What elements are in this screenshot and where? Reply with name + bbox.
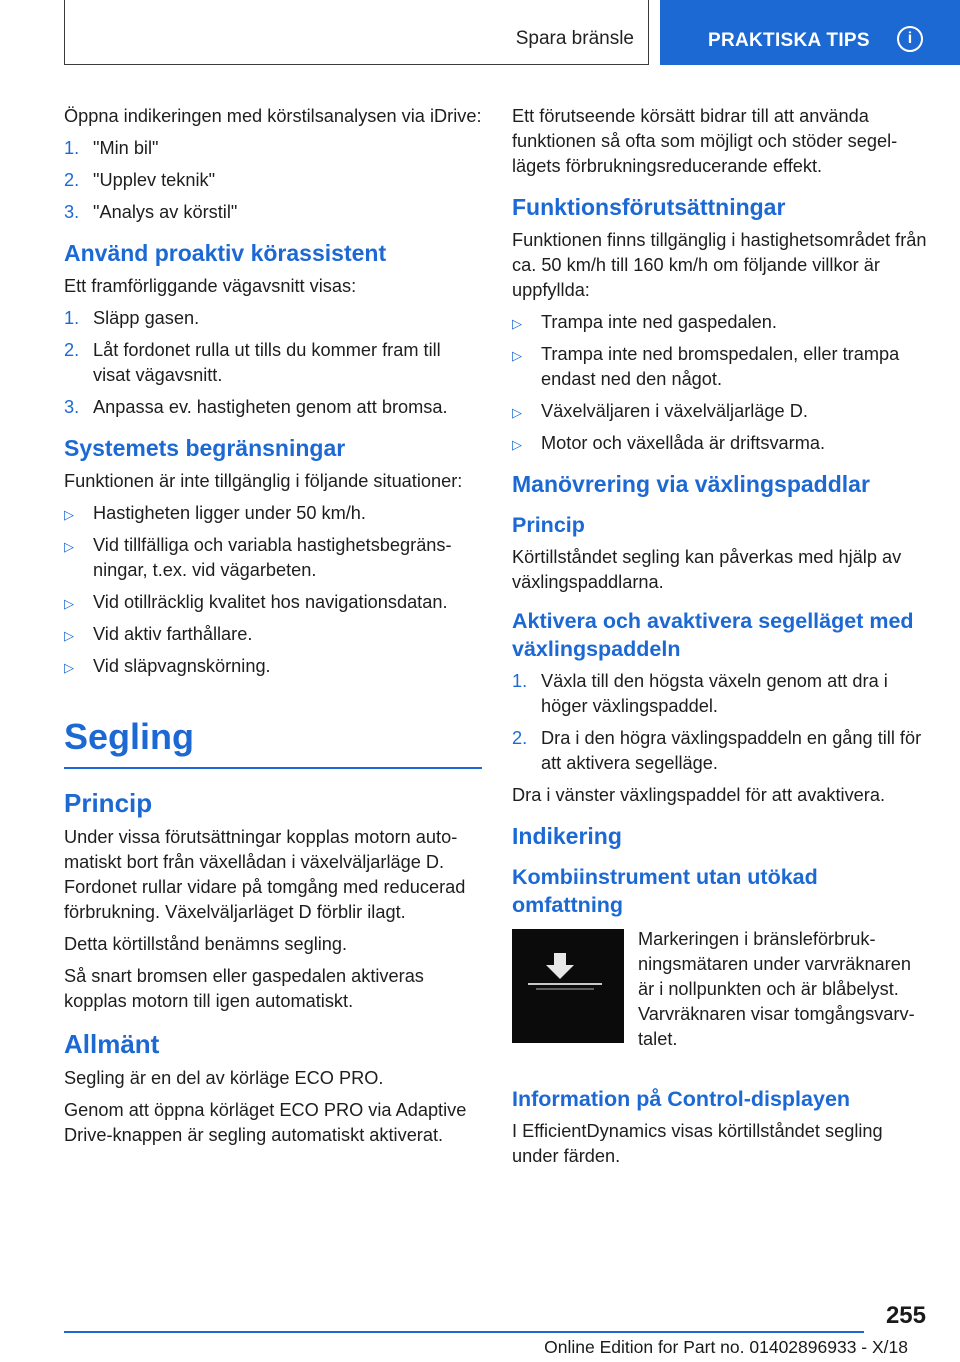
bullet-text: Motor och växellåda är driftsvarma. <box>541 433 826 453</box>
info-icon[interactable]: i <box>897 26 923 52</box>
bullet-text: Trampa inte ned gaspedalen. <box>541 312 777 332</box>
list-item <box>512 726 932 776</box>
triangle-bullet-icon: ▷ <box>64 596 74 611</box>
requirements-list <box>512 310 932 456</box>
triangle-bullet-icon: ▷ <box>512 405 522 420</box>
triangle-bullet-icon: ▷ <box>64 507 74 522</box>
bullet-text: Vid släpvagnskörning. <box>93 656 271 676</box>
triangle-bullet-icon: ▷ <box>512 316 522 331</box>
heading-system-limits: Systemets begränsningar <box>64 435 346 461</box>
step-text: "Analys av körstil" <box>93 202 238 222</box>
list-item <box>64 501 482 526</box>
step-number: 3. <box>64 397 80 417</box>
bullet-text: Vid tillfälliga och variabla hastighetsbegränsningar, t.ex. vid vägarbeten. <box>93 535 452 580</box>
list-item <box>64 168 482 193</box>
princip-paragraph-2: Detta körtillstånd benämns segling. <box>64 934 348 954</box>
step-number: 2. <box>64 340 80 360</box>
edition-text: Online Edition for Part no. 01402896933 - X/18 <box>544 1337 908 1357</box>
list-item <box>512 431 932 456</box>
step-text: "Upplev teknik" <box>93 170 216 190</box>
step-number: 1. <box>64 308 80 328</box>
list-item <box>64 622 482 647</box>
bullet-text: Växelväljaren i växelväljarläge D. <box>541 401 808 421</box>
triangle-bullet-icon: ▷ <box>64 660 74 675</box>
chapter-heading-segling: Segling <box>64 715 482 769</box>
step-number: 3. <box>64 202 80 222</box>
triangle-bullet-icon: ▷ <box>64 539 74 554</box>
triangle-bullet-icon: ▷ <box>64 628 74 643</box>
right-column <box>512 104 932 1176</box>
heading-indication: Indikering <box>512 823 622 849</box>
heading-requirements: Funktionsförutsättningar <box>512 194 786 220</box>
bullet-text: Vid otillräcklig kvalitet hos navigationsdatan. <box>93 592 448 612</box>
step-number: 2. <box>512 728 528 748</box>
triangle-bullet-icon: ▷ <box>512 437 522 452</box>
heading-activate-coasting: Aktivera och avaktivera segelläget med växlingspaddeln <box>512 609 914 661</box>
chapter-title: PRAKTISKA TIPS <box>708 30 870 51</box>
list-item <box>64 590 482 615</box>
heading-shift-paddles: Manövrering via växlingspaddlar <box>512 471 870 497</box>
cluster-figure-row <box>512 927 932 1059</box>
section-title: Spara bränsle <box>515 28 634 49</box>
list-item <box>512 310 932 335</box>
deactivate-paragraph: Dra i vänster växlingspaddel för att avaktivera. <box>512 785 886 805</box>
limits-list <box>64 501 482 679</box>
step-number: 1. <box>512 671 528 691</box>
bullet-text: Hastigheten ligger under 50 km/h. <box>93 503 366 523</box>
list-item <box>64 533 482 583</box>
step-number: 2. <box>64 170 80 190</box>
heading-proactive-assistant: Använd proaktiv körassistent <box>64 240 387 266</box>
heading-princip: Princip <box>64 788 153 818</box>
intro-text: Öppna indikeringen med körstilsanalysen via iDrive: <box>64 106 482 126</box>
left-column <box>64 104 482 1155</box>
heading-princip: Princip <box>512 513 585 537</box>
menu-steps-list <box>64 136 482 225</box>
princip-paragraph-3: Så snart bromsen eller gaspedalen aktiveras kopplas motorn till igen automatiskt. <box>64 966 424 1011</box>
step-text: Växla till den högsta växeln genom att dra i höger växlingspaddel. <box>541 671 888 716</box>
bullet-text: Trampa inte ned bromspedalen, eller trampa endast ned den något. <box>541 344 900 389</box>
list-item <box>64 200 482 225</box>
step-text: Släpp gasen. <box>93 308 200 328</box>
paddles-princip-paragraph: Körtillståndet segling kan påverkas med hjälp av växlingspaddlarna. <box>512 547 902 592</box>
allmant-paragraph-2: Genom att öppna körläget ECO PRO via Adaptive Drive-knappen är segling automatiskt aktiverat. <box>64 1100 467 1145</box>
step-text: Dra i den högra växlingspaddeln en gång till för att aktivera segelläge. <box>541 728 922 773</box>
proactive-intro: Ett framförliggande vägavsnitt visas: <box>64 276 357 296</box>
step-number: 1. <box>64 138 80 158</box>
header-section-box <box>64 0 649 65</box>
consumption-gauge-image <box>512 929 624 1043</box>
allmant-paragraph-1: Segling är en del av körläge ECO PRO. <box>64 1068 384 1088</box>
princip-paragraph-1: Under vissa förutsättningar kopplas motorn automatiskt bort från växellådan i växelväljarläge D. Fordonet rullar vidare på tomgång med reducerad förbrukning. Växelväljarläget D förblir ilagt. <box>64 827 466 922</box>
anticipation-paragraph: Ett förutseende körsätt bidrar till att använda funktionen så ofta som möjligt och stöder segellägets förbrukningsreducerande effekt. <box>512 106 898 176</box>
list-item <box>512 669 932 719</box>
step-text: "Min bil" <box>93 138 159 158</box>
limits-intro: Funktionen är inte tillgänglig i följande situationer: <box>64 471 463 491</box>
page-number: 255 <box>885 1302 926 1329</box>
footer-divider <box>64 1331 864 1333</box>
step-text: Låt fordonet rulla ut tills du kommer fram till visat vägavsnitt. <box>93 340 441 385</box>
list-item <box>64 338 482 388</box>
proactive-steps-list <box>64 306 482 420</box>
list-item <box>512 342 932 392</box>
list-item <box>64 654 482 679</box>
down-arrow-gauge-icon <box>512 929 624 1043</box>
list-item <box>64 395 482 420</box>
step-text: Anpassa ev. hastigheten genom att bromsa. <box>93 397 448 417</box>
heading-instrument-cluster: Kombiinstrument utan utökad omfattning <box>512 865 818 917</box>
bullet-text: Vid aktiv farthållare. <box>93 624 253 644</box>
heading-allmant: Allmänt <box>64 1029 160 1059</box>
header-chapter-tab[interactable] <box>660 0 960 65</box>
triangle-bullet-icon: ▷ <box>512 348 522 363</box>
activate-steps-list <box>512 669 932 776</box>
list-item <box>64 306 482 331</box>
list-item <box>512 399 932 424</box>
heading-control-display: Information på Control-displayen <box>512 1087 851 1111</box>
requirements-intro: Funktionen finns tillgänglig i hastighetsområdet från ca. 50 km/h till 160 km/h om följande villkor är uppfyllda: <box>512 230 927 300</box>
cluster-paragraph: Markeringen i bränsleförbrukningsmätaren under varvräknaren är i nollpunkten och är blåbelyst. Varvräknaren visar tomgångsvarvtalet. <box>638 929 915 1049</box>
control-paragraph: I EfficientDynamics visas körtillståndet segling under färden. <box>512 1121 883 1166</box>
list-item <box>64 136 482 161</box>
